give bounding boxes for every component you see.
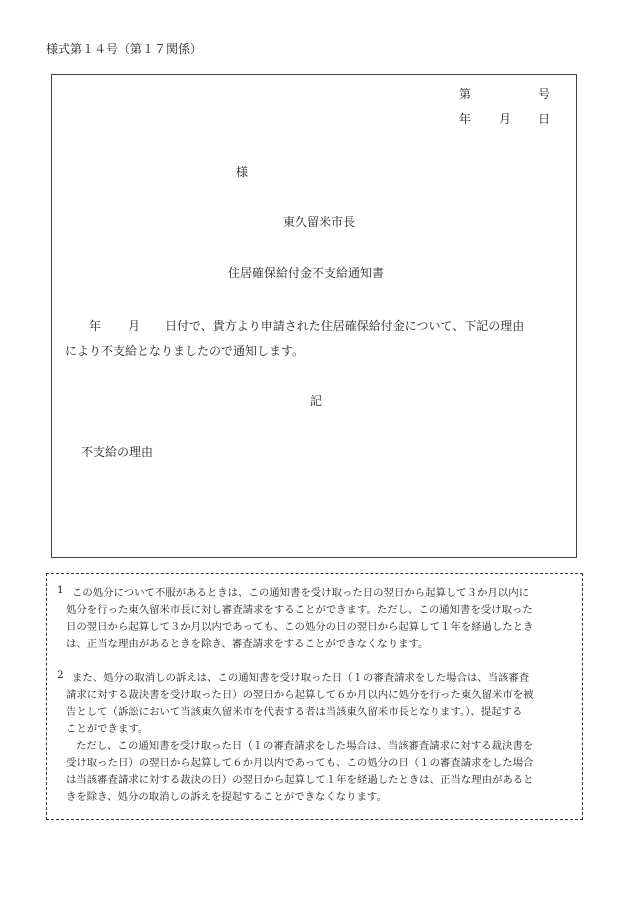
notice-line: 請求に対する裁決書を受け取った日）の翌日から起算して６か月以内に処分を行った東久留米市を被	[66, 689, 534, 701]
date-month-label: 月	[499, 112, 512, 126]
addressee-honorific: 様	[236, 165, 249, 179]
reason-label: 不支給の理由	[81, 445, 154, 459]
item-1-number: 1	[57, 584, 64, 596]
notice-line: 処分を行った東久留米市長に対し審査請求をすることができます。ただし、この通知書を受け取った	[66, 604, 533, 616]
ki-label: 記	[310, 394, 323, 408]
notice-line: は当該審査請求に対する裁決の日）の翌日から起算して１年を経過したときは、正当な理由があると	[66, 774, 534, 786]
notice-line: きを除き、処分の取消しの訴えを提起することができなくなります。	[66, 791, 387, 803]
document-number-prefix: 第	[459, 87, 472, 101]
notice-line: この処分について不服があるときは、この通知書を受け取った日の翌日から起算して３か月以内に	[72, 587, 529, 599]
form-number-label: 様式第１４号（第１７関係）	[46, 42, 203, 56]
date-year-label: 年	[459, 112, 472, 126]
notice-line: ことができます。	[66, 723, 149, 735]
date-day-label: 日	[538, 112, 551, 126]
notice-line: 告として（訴訟において当該東久留米市を代表する者は当該東久留米市長となります。）、提起する	[66, 706, 523, 718]
document-title: 住居確保給付金不支給通知書	[228, 266, 385, 280]
sender-name: 東久留米市長	[283, 215, 356, 229]
body-line-1: 日付で、貴方より申請された住居確保給付金について、下記の理由	[165, 319, 525, 333]
notice-line: また、処分の取消しの訴えは、この通知書を受け取った日（１の審査請求をした場合は、当該審査	[72, 672, 530, 684]
body-line-2: により不支給となりましたので通知します。	[65, 344, 305, 358]
body-month-label: 月	[128, 319, 141, 333]
notice-line: 受け取った日）の翌日から起算して６か月以内であっても、この処分の日（１の審査請求をした場合	[66, 757, 534, 769]
notice-line: 日の翌日から起算して３か月以内であっても、この処分の日の翌日から起算して１年を経過したとき	[66, 621, 534, 633]
body-year-label: 年	[89, 319, 102, 333]
document-number-suffix: 号	[538, 87, 551, 101]
notice-form-box	[51, 74, 577, 558]
notice-line: ただし、この通知書を受け取った日（１の審査請求をした場合は、当該審査請求に対する裁決書を	[76, 740, 534, 752]
appeal-item-2	[57, 669, 580, 819]
notice-line: は、正当な理由があるときを除き、審査請求をすることができなくなります。	[66, 638, 429, 650]
item-2-number: 2	[57, 669, 64, 681]
